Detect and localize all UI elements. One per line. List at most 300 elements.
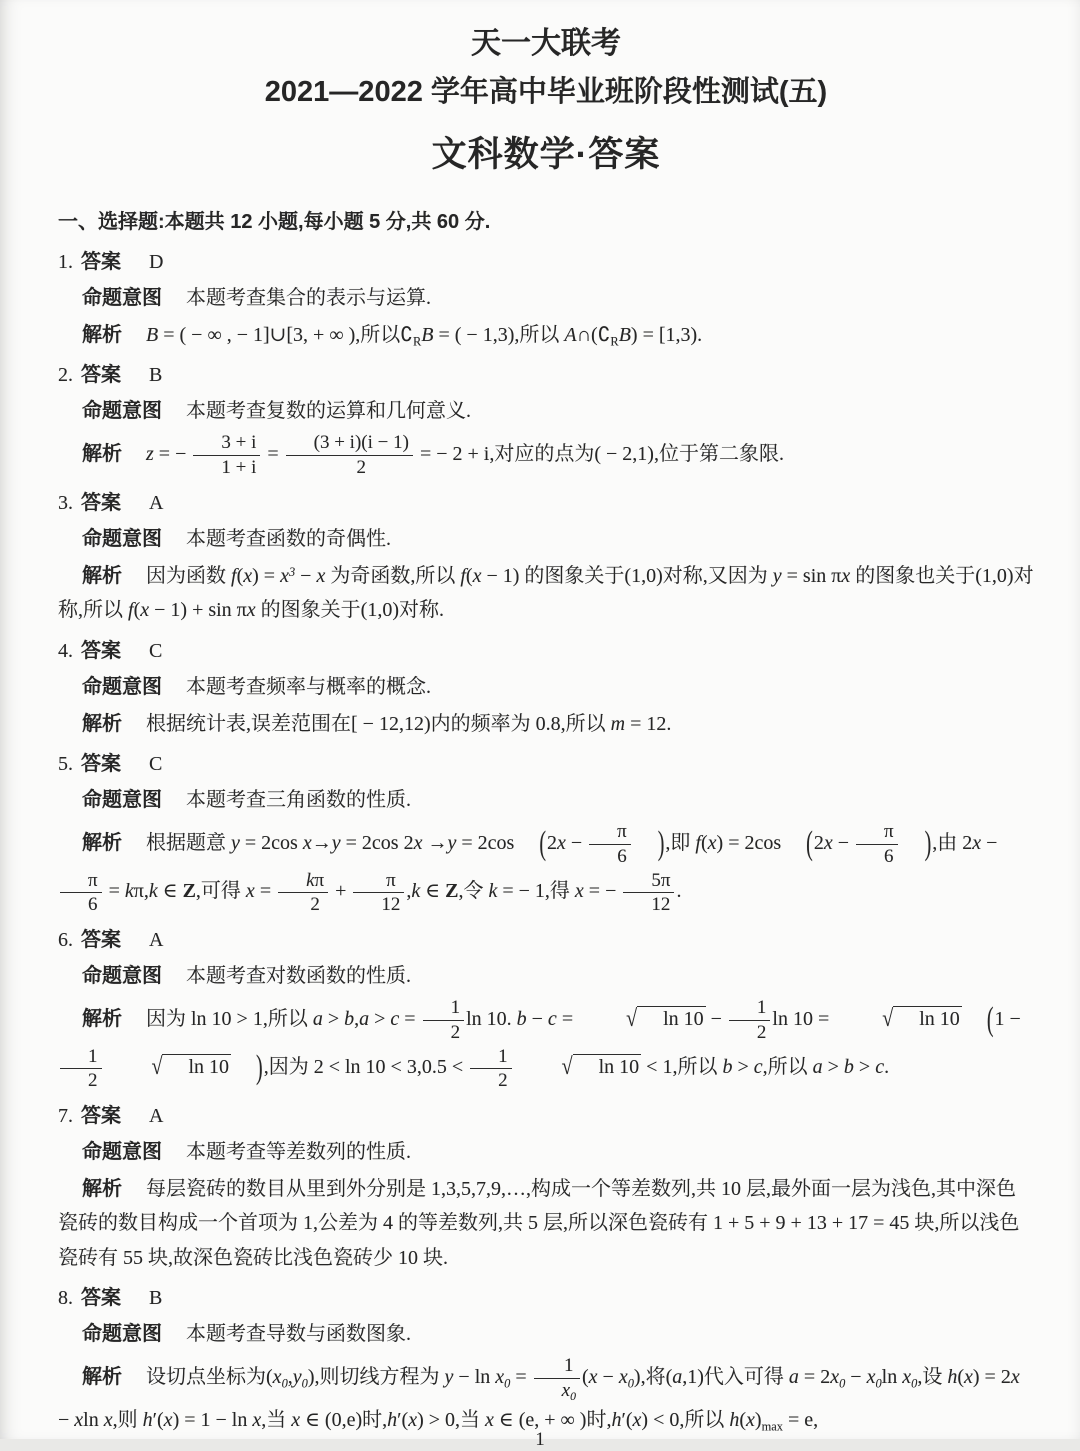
text-run: 代入可得: [703, 1366, 789, 1389]
question-number: 4.: [58, 639, 73, 662]
radical-sign: √: [151, 1054, 163, 1081]
question-number: 7.: [58, 1105, 73, 1128]
text-run: ∈: [420, 880, 446, 903]
text-run: B: [421, 324, 434, 346]
text-run: a: [812, 1056, 823, 1079]
text-run: x: [302, 831, 312, 854]
subscripted-term: $∁_R$: [400, 324, 422, 349]
text-run: h: [611, 1408, 622, 1431]
intent-label: 命题意图: [82, 287, 162, 309]
text-run: 2: [813, 831, 824, 854]
text-run: = ( − ∞ , − 1]∪[3, + ∞ ): [158, 324, 356, 346]
text-run: −: [832, 831, 854, 854]
fraction: [286, 431, 413, 480]
text-run: ) = [1,3).: [630, 324, 703, 346]
text-run: x: [74, 1408, 84, 1431]
text-run: (: [465, 564, 473, 587]
text-run: = − 2 + i: [414, 443, 490, 466]
intent-text: 本题考查三角函数的性质.: [186, 789, 411, 812]
text-run: 2: [356, 457, 367, 479]
text-run: B: [618, 324, 631, 346]
text-run: Z: [182, 880, 196, 903]
text-run: ,设: [917, 1366, 948, 1389]
text-run: ,得: [544, 880, 575, 903]
answer-line: [58, 487, 1034, 520]
text-run: >: [369, 1007, 391, 1030]
text-run: = sin π: [781, 564, 842, 587]
text-run: (: [957, 1366, 964, 1389]
text-run: π: [386, 869, 396, 891]
fraction: [60, 869, 102, 918]
text-run: ∈ (0,e): [300, 1408, 363, 1431]
subject-answer-title: 文科数学·答案: [431, 135, 661, 174]
intent-line: [58, 960, 1034, 993]
text-run: 1: [564, 1355, 574, 1377]
question-6: [58, 924, 1034, 1093]
text-run: A: [564, 324, 577, 346]
big-paren: ): [657, 825, 665, 863]
text-run: ,所以: [762, 1056, 813, 1079]
analysis-line: [58, 318, 1034, 352]
text-run: ln 10: [598, 1056, 640, 1079]
text-run: ,所以: [262, 1007, 313, 1030]
text-run: x: [746, 1408, 755, 1431]
text-run: h: [947, 1366, 958, 1389]
fraction: [193, 431, 260, 480]
sqrt-radical: [514, 1050, 642, 1084]
answer-letter: A: [149, 929, 164, 952]
text-run: x: [1010, 1366, 1020, 1389]
text-run: = ( − 1,3): [433, 324, 515, 346]
big-paren: (: [986, 1001, 994, 1039]
text-run: 2: [498, 1070, 508, 1092]
fraction: [534, 1354, 580, 1403]
text-run: x: [841, 564, 851, 587]
analysis-label: 解析: [82, 443, 122, 466]
analysis-line: [58, 707, 1034, 741]
text-run: ln: [83, 1408, 104, 1431]
analysis-label: 解析: [82, 1007, 122, 1030]
text-run: (: [236, 564, 244, 587]
text-run: x: [556, 831, 566, 854]
text-run: ,所以: [672, 1056, 723, 1079]
question-number: 1.: [58, 251, 73, 273]
intent-line: [58, 671, 1034, 704]
text-run: b: [722, 1056, 733, 1079]
text-run: x: [707, 831, 717, 854]
text-run: 1 + i: [221, 457, 257, 479]
text-run: = −: [583, 880, 622, 903]
text-run: h: [729, 1408, 740, 1431]
text-run: k: [148, 880, 158, 903]
text-run: x: [316, 564, 326, 587]
text-run: 因为函数: [146, 564, 231, 587]
analysis-math: [58, 1355, 1020, 1434]
text-run: ) =: [252, 564, 281, 587]
text-run: < 1: [641, 1056, 673, 1079]
text-run: −: [295, 564, 317, 587]
text-run: −: [845, 1366, 867, 1389]
text-run: ln: [881, 1366, 903, 1389]
radical-sign: √: [561, 1054, 573, 1081]
radical-sign: √: [882, 1005, 894, 1033]
big-paren: ): [924, 825, 932, 863]
text-run: f: [695, 831, 701, 854]
text-run: 每层瓷砖的数目从里到外分别是 1,3,5,7,9,…,构成一个等差数列,共 10 层,最外面一层为浅色,其中深色瓷砖的数目构成一个首项为 1,公差为 4 的等差数列,共 5 层,所以深色瓷砖有: [58, 1178, 1016, 1235]
text-run: π,: [133, 880, 149, 903]
text-run: y: [447, 831, 457, 854]
text-run: >: [732, 1056, 754, 1079]
intent-label: 命题意图: [82, 1323, 162, 1346]
analysis-line: [58, 820, 1034, 917]
text-run: b: [516, 1007, 527, 1030]
text-run: π: [617, 821, 627, 843]
intent-text: 本题考查等差数列的性质.: [186, 1141, 411, 1164]
superscripted-term: $x^3$: [280, 564, 296, 587]
text-run: ,因为: [263, 1056, 314, 1079]
text-run: ln 10: [919, 1007, 960, 1030]
text-run: x: [408, 1408, 418, 1431]
text-run: = 2: [798, 1366, 831, 1389]
analysis-label: 解析: [82, 324, 122, 346]
text-run: z: [146, 443, 154, 466]
question-3: [58, 487, 1034, 628]
fraction: [353, 869, 404, 918]
intent-line: [58, 1318, 1034, 1351]
text-run: ,: [406, 880, 412, 903]
text-run: 根据题意: [146, 831, 231, 854]
answer-letter: A: [149, 1105, 164, 1128]
answer-letter: C: [149, 753, 163, 776]
text-run: ,位于第二象限.: [653, 443, 784, 466]
text-run: c: [547, 1007, 557, 1030]
big-paren: (: [806, 825, 813, 863]
text-run: =: [103, 880, 125, 903]
answer-line: [58, 359, 1034, 392]
analysis-line: [58, 996, 1034, 1093]
question-5: [58, 748, 1034, 917]
analysis-label: 解析: [82, 831, 122, 854]
text-run: 设切点坐标为: [146, 1366, 266, 1389]
text-run: (1,0): [975, 564, 1014, 587]
text-run: ,由 2: [932, 831, 973, 854]
analysis-math: [58, 565, 1034, 621]
text-run: ,将: [640, 1366, 666, 1389]
text-run: ,当: [261, 1408, 292, 1431]
text-run: h: [142, 1408, 153, 1431]
subscripted-term: $x_0$: [830, 1366, 846, 1391]
text-run: y: [772, 564, 782, 587]
text-run: k: [411, 880, 421, 903]
intent-text: 本题考查函数的奇偶性.: [186, 527, 391, 550]
analysis-label: 解析: [82, 564, 122, 587]
text-run: b: [344, 1007, 355, 1030]
analysis-math: [146, 432, 784, 479]
answer-line: [58, 1282, 1034, 1315]
radical-sign: √: [626, 1005, 638, 1033]
big-paren: (: [539, 825, 546, 863]
text-run: >: [322, 1007, 345, 1030]
question-1: [58, 246, 1034, 352]
text-run: (1,0): [360, 599, 399, 622]
text-run: 5π: [651, 869, 671, 891]
answer-label: 答案: [81, 639, 121, 662]
text-run: c: [753, 1056, 763, 1079]
answer-label: 答案: [81, 1105, 121, 1128]
text-run: >: [853, 1056, 876, 1079]
text-run: x: [972, 831, 982, 854]
text-run: π: [88, 869, 98, 891]
text-run: =: [399, 1007, 421, 1030]
answer-letter: B: [149, 364, 163, 387]
text-run: →: [311, 831, 332, 854]
text-run: k: [124, 880, 134, 903]
analysis-math: [146, 324, 703, 349]
text-run: (: [133, 599, 141, 622]
text-run: Z: [445, 880, 459, 903]
text-run: x: [574, 880, 584, 903]
text-run: 6: [617, 845, 627, 867]
text-run: 1 + 5 + 9 + 13 + 17 = 45: [713, 1212, 910, 1235]
text-run: 6: [88, 894, 98, 916]
text-run: x: [588, 1366, 598, 1389]
text-run: 1 −: [994, 1007, 1021, 1030]
text-run: ,所以: [679, 1408, 730, 1431]
sqrt-radical: [834, 1002, 962, 1036]
text-run: 12: [381, 894, 401, 916]
intent-line: [58, 395, 1034, 428]
text-run: 对称,所以: [58, 564, 1034, 622]
analysis-math: [58, 997, 1021, 1092]
text-run: 时,: [586, 1408, 612, 1431]
text-run: 时,: [362, 1408, 388, 1431]
intent-label: 命题意图: [82, 400, 162, 423]
text-run: x: [964, 1366, 973, 1389]
subscripted-term: max: [761, 1419, 783, 1434]
analysis-math: [58, 1178, 1019, 1269]
text-run: x: [823, 831, 833, 854]
text-run: h: [387, 1408, 398, 1431]
text-run: y: [444, 1366, 454, 1389]
text-run: a: [672, 1366, 683, 1389]
text-run: k: [306, 869, 315, 891]
text-run: 2: [546, 831, 557, 854]
exam-organization-title: 天一大联考: [471, 27, 621, 60]
text-run: ,则切线方程为: [314, 1366, 445, 1389]
text-run: ,: [354, 1007, 360, 1030]
text-run: ) = 1 − ln: [172, 1408, 253, 1431]
answer-label: 答案: [81, 251, 121, 273]
text-run: x: [140, 599, 150, 622]
text-run: 12: [651, 894, 671, 916]
text-run: = − 1: [497, 880, 545, 903]
text-run: ,所以: [355, 324, 401, 346]
text-run: x: [632, 1408, 642, 1431]
intent-label: 命题意图: [82, 965, 162, 988]
text-run: ∈: [157, 880, 183, 903]
text-run: c: [390, 1007, 400, 1030]
text-run: (: [739, 1408, 747, 1431]
text-run: ,即: [665, 831, 696, 854]
fraction: [729, 996, 771, 1045]
text-run: x: [163, 1408, 173, 1431]
text-run: k: [488, 880, 498, 903]
text-run: 为奇函数,所以: [325, 564, 461, 587]
text-run: ln 10: [663, 1007, 704, 1030]
text-run: (3 + i)(i − 1): [313, 432, 409, 454]
subscripted-term: $x_0$: [272, 1366, 288, 1391]
subscripted-term: $x_0$: [866, 1366, 882, 1391]
intent-line: [58, 1136, 1034, 1169]
text-run: ∈ (e, + ∞ ): [493, 1408, 587, 1431]
text-run: −: [58, 1408, 75, 1431]
answer-label: 答案: [81, 491, 121, 514]
text-run: ∩(: [576, 324, 598, 346]
text-run: ( − 2,1): [594, 443, 654, 466]
text-run: 根据统计表,误差范围在: [146, 712, 351, 735]
text-run: 2 < ln 10 < 3,0.5 <: [313, 1056, 469, 1079]
text-run: .: [676, 880, 682, 903]
analysis-line: [58, 1172, 1034, 1275]
text-run: x: [103, 1408, 113, 1431]
analysis-math: [146, 713, 671, 735]
text-run: ,令: [458, 880, 489, 903]
text-run: ,则: [112, 1408, 143, 1431]
fraction: [589, 820, 631, 869]
text-run: 1: [88, 1045, 98, 1067]
intent-label: 命题意图: [82, 789, 162, 812]
text-run: π: [314, 869, 325, 891]
answer-letter: A: [149, 491, 164, 514]
intent-line: [58, 523, 1034, 556]
text-run: 3 + i: [221, 432, 257, 454]
text-run: a: [359, 1007, 370, 1030]
answer-line: [58, 748, 1034, 781]
text-run: = 12.: [625, 712, 672, 735]
analysis-math: [58, 821, 998, 916]
answer-line: [58, 924, 1034, 957]
text-run: y: [331, 831, 341, 854]
text-run: −: [526, 1007, 548, 1030]
big-paren: ): [256, 1049, 263, 1087]
text-run: →: [422, 831, 448, 854]
fraction: [856, 820, 898, 869]
question-8: [58, 1282, 1034, 1437]
fraction: [278, 869, 328, 918]
text-run: ): [754, 1408, 762, 1431]
text-run: ) > 0: [417, 1408, 456, 1431]
fraction: [623, 869, 674, 918]
text-run: 块,所以浅色瓷砖有 55 块,故深色瓷砖比浅色瓷砖少 10 块.: [58, 1212, 1020, 1269]
answer-label: 答案: [81, 1287, 121, 1310]
text-run: .: [884, 1056, 890, 1079]
text-run: 的图象关于: [255, 599, 361, 622]
text-run: ,: [287, 1366, 293, 1389]
text-run: 内的频率为 0.8,所以: [430, 712, 611, 735]
text-run: (: [581, 1366, 589, 1389]
answer-letter: B: [149, 1287, 163, 1310]
text-run: ,1): [682, 1366, 704, 1389]
subscripted-term: $y_0$: [292, 1366, 308, 1391]
text-run: π: [884, 821, 894, 843]
question-number: 6.: [58, 929, 73, 952]
intent-label: 命题意图: [82, 1141, 162, 1164]
text-run: b: [843, 1056, 854, 1079]
text-run: f: [128, 599, 134, 622]
page-number: 1: [535, 1429, 545, 1450]
text-run: m: [610, 712, 626, 735]
section-heading: 一、选择题:本题共 12 小题,每小题 5 分,共 60 分.: [58, 211, 491, 233]
subscripted-term: $x_0$: [561, 1379, 576, 1404]
text-run: − ln: [453, 1366, 496, 1389]
text-run: = −: [153, 443, 192, 466]
text-run: −: [597, 1366, 619, 1389]
answer-letter: D: [149, 251, 164, 273]
text-run: 2: [450, 1021, 461, 1043]
text-run: 2: [756, 1021, 767, 1043]
text-run: ′(: [621, 1408, 633, 1431]
text-run: ) = 2: [972, 1366, 1011, 1389]
intent-text: 本题考查对数函数的性质.: [186, 965, 411, 988]
text-run: ,所以: [514, 324, 565, 346]
question-number: 3.: [58, 491, 73, 514]
answer-line: [58, 246, 1034, 279]
subscripted-term: $x_0$: [618, 1366, 634, 1391]
text-run: −: [981, 831, 998, 854]
text-run: ,对应的点为: [489, 443, 595, 466]
sqrt-radical: [578, 1002, 706, 1036]
text-run: ln 10 > 1: [191, 1007, 263, 1030]
answer-letter: C: [149, 639, 163, 662]
answer-line: [58, 635, 1034, 668]
fraction: [470, 1045, 512, 1094]
text-run: (: [266, 1366, 273, 1389]
text-run: =: [510, 1366, 532, 1389]
text-run: ln 10: [188, 1056, 230, 1079]
text-run: c: [875, 1056, 885, 1079]
text-run: x: [246, 599, 256, 622]
text-run: ln 10 =: [772, 1007, 835, 1030]
text-run: =: [262, 443, 284, 466]
text-run: ) = 2cos: [716, 831, 782, 854]
text-run: ): [633, 1366, 641, 1389]
intent-text: 本题考查频率与概率的概念.: [186, 675, 431, 698]
text-run: x: [252, 1408, 262, 1431]
question-number: 8.: [58, 1287, 73, 1310]
text-run: = 2cos: [239, 831, 303, 854]
text-run: = e,: [782, 1408, 819, 1431]
analysis-label: 解析: [82, 1178, 122, 1201]
intent-text: 本题考查导数与函数图象.: [186, 1323, 411, 1346]
text-run: ′(: [397, 1408, 409, 1431]
text-run: −: [565, 831, 588, 854]
text-run: 2: [88, 1070, 98, 1092]
question-4: [58, 635, 1034, 741]
text-run: a: [312, 1007, 323, 1030]
text-run: =: [556, 1007, 579, 1030]
intent-label: 命题意图: [82, 675, 162, 698]
text-run: 对称.: [399, 599, 444, 622]
answer-line: [58, 1100, 1034, 1133]
sqrt-radical: [104, 1050, 232, 1084]
document-header: [58, 26, 1034, 176]
text-run: y: [231, 831, 240, 854]
text-run: x: [245, 880, 255, 903]
analysis-line: [58, 431, 1034, 480]
text-run: +: [330, 880, 352, 903]
answer-label: 答案: [81, 929, 121, 952]
text-run: 1: [450, 997, 461, 1019]
